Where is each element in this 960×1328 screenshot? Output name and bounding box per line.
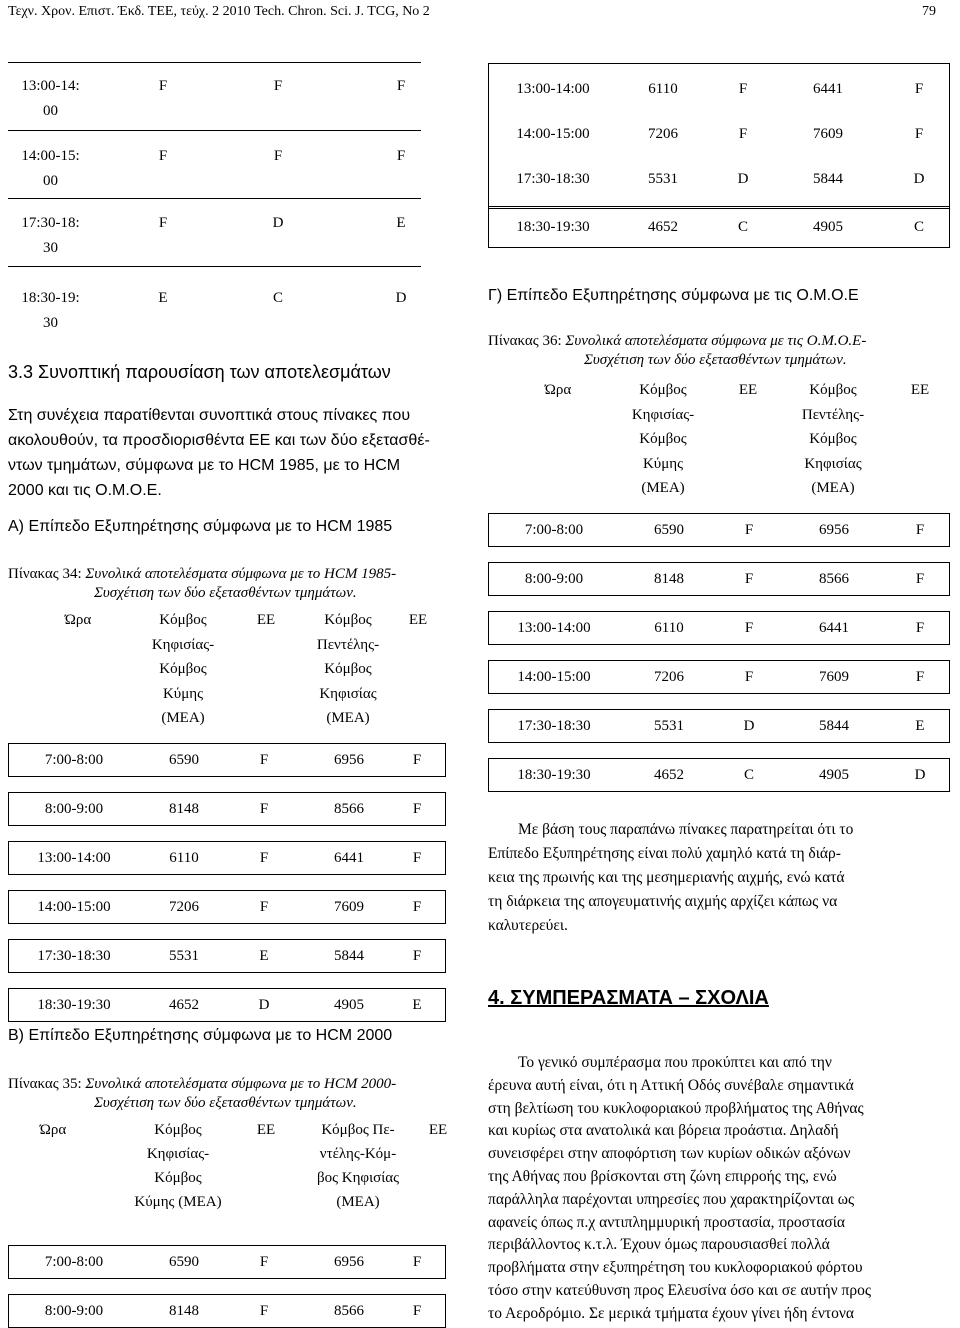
row-rule (8, 62, 421, 63)
table-cell: F (259, 801, 269, 817)
section-3-3-title: 3.3 Συνοπτική παρουσίαση των αποτελεσμάτων (8, 362, 391, 382)
table-cell: 8148 (169, 801, 199, 817)
table-cell: 8566 (819, 571, 849, 587)
table-cell: 5844 (334, 948, 364, 964)
time-line: 13:00-14: (21, 78, 80, 94)
table-cell: 13:00-14:00 (37, 850, 111, 866)
table-35-caption: Πίνακας 35: Συνολικά αποτελέσματα σύμφωνα με το HCM 2000- Συσχέτιση των δύο εξετασθέντων τμημάτων. (8, 1076, 397, 1111)
table-cell: F (915, 522, 925, 538)
table-cell: 18:30-19:30 (37, 997, 111, 1013)
table-cell: 4652 (654, 767, 684, 783)
table-row (8, 1294, 446, 1328)
table-cell: F (259, 850, 269, 866)
table-36-caption: Πίνακας 36: Συνολικά αποτελέσματα σύμφωνα με τις Ο.Μ.Ο.Ε- Συσχέτιση των δύο εξετασθέντων τμημάτων. (488, 333, 867, 368)
header-line: Πεντέλης- (316, 636, 380, 653)
table-cell: 14:00-15:00 (517, 669, 591, 685)
table-cell: 7:00-8:00 (524, 522, 584, 538)
table-cell: 8148 (169, 1303, 199, 1319)
table-cell: 7609 (334, 899, 364, 915)
table-cell: F (915, 620, 925, 636)
time-cell (8, 286, 93, 336)
section-b-title: Β) Επίπεδο Εξυπηρέτησης σύμφωνα με το HCM 2000 (8, 1027, 393, 1044)
header-line: (ΜΕΑ) (326, 710, 370, 726)
table-row (488, 709, 950, 743)
header-line: Κόμβος (154, 1170, 202, 1186)
table-cell: F (259, 1303, 269, 1319)
table-cell: 4905 (334, 997, 364, 1013)
header-line: βος Κηφισίας (316, 1170, 400, 1186)
table-cell: 6590 (169, 1254, 199, 1270)
table-cell: 6110 (648, 81, 678, 97)
table-34-caption: Πίνακας 34: Συνολικά αποτελέσματα σύμφωνα με το HCM 1985- Συσχέτιση των δύο εξετασθέντων τμημάτων. (8, 566, 397, 601)
table-cell: D (737, 171, 749, 187)
header-line: Κόμβος (639, 382, 687, 398)
col-header-time: Ώρα (64, 612, 92, 628)
col-header-a (138, 608, 228, 731)
los-cell: F (396, 148, 406, 164)
header-line: Κηφισίας- (151, 636, 215, 653)
col-header-time: Ώρα (39, 1122, 67, 1138)
header-line: Κηφισίας (319, 685, 377, 702)
header-line: Κύμης (642, 455, 684, 472)
table-cell: 7609 (819, 669, 849, 685)
table-cell: F (412, 1303, 422, 1319)
header-line: Κύμης (162, 685, 204, 702)
table-cell: 5844 (819, 718, 849, 734)
running-header: Τεχν. Χρον. Επιστ. Έκδ. ΤΕΕ, τεύχ. 2 2010 Tech. Chron. Sci. J. TCG, No 2 (8, 4, 430, 19)
time-line: 00 (43, 103, 58, 119)
col-header-ee: ΕΕ (910, 382, 930, 398)
table-cell: C (913, 219, 924, 235)
table-cell: 6441 (334, 850, 364, 866)
section-3-3-paragraph: Στη συνέχεια παρατίθενται συνοπτικά στους πίνακες που ακολουθούν, τα προσδιορισθέντα ΕΕ και των δύο εξετασθέ- ντων τμημάτων, σύμφωνα με το HCM 1985, με το HCM 2000 και τις Ο.Μ.Ο.Ε. (8, 407, 430, 499)
table-row (8, 792, 446, 826)
table-cell: 6956 (819, 522, 849, 538)
col-header-a (618, 378, 708, 501)
time-line: 14:00-15: (21, 148, 80, 164)
table-cell: 7206 (169, 899, 199, 915)
col-header-a (113, 1118, 243, 1214)
table-cell: E (412, 997, 422, 1013)
section-4-title: 4. ΣΥΜΠΕΡΑΣΜΑΤΑ – ΣΧΟΛΙΑ (488, 987, 769, 1009)
table-cell: E (259, 948, 269, 964)
table-cell: 4905 (813, 219, 843, 235)
table-cell: 6956 (334, 1254, 364, 1270)
table-cell: 6590 (654, 522, 684, 538)
table-cell: F (412, 948, 422, 964)
table-cell: 17:30-18:30 (516, 171, 590, 187)
table-cell: F (259, 899, 269, 915)
table-row (8, 1245, 446, 1279)
table-row (8, 988, 446, 1022)
table-row (488, 660, 950, 694)
table-cell: 13:00-14:00 (517, 620, 591, 636)
header-line: Κόμβος (324, 612, 372, 628)
table-cell: 7206 (654, 669, 684, 685)
table-cell: 6956 (334, 752, 364, 768)
table-row (8, 138, 421, 196)
table-cell: F (412, 801, 422, 817)
table-row (488, 758, 950, 792)
table-cell: 5531 (648, 171, 678, 187)
header-line: Κόμβος (159, 661, 207, 677)
los-cell: D (272, 215, 284, 231)
los-cell: F (273, 148, 283, 164)
header-line: ντέλης-Κόμ- (319, 1146, 397, 1162)
col-header-time: Ώρα (544, 382, 572, 398)
time-cell (8, 144, 93, 194)
table-row (8, 68, 421, 126)
table-cell: 13:00-14:00 (516, 81, 590, 97)
table-cell: 8566 (334, 801, 364, 817)
table-cell: F (412, 1254, 422, 1270)
los-cell: E (158, 290, 168, 306)
section-4-paragraph: Το γενικό συμπέρασμα που προκύπτει και από την έρευνα αυτή είναι, ότι η Αττική Οδός συνέβαλε σημαντικά στη βελτίωση του κυκλοφοριακού προβλήματος της Αθήνας και κυρίως στα ανατολικά και βόρεια προάστια. Δηλαδή συνεισφέρει στην αποφόρτιση των κυρίων οδικών αξόνων της Αθήνας που βρίσκονται στη ζώνη επιρροής της, ενώ παράλληλα παρέχονται υπηρεσίες που χαρακτηρίζονται ως αφανείς όπως π.χ αντιπλημμυρική προστασία, προστασία περιβάλλοντος κ.τ.λ. Έχουν όμως παρουσιασθεί πολλά προβλήματα στην εξυπηρέτηση του κυκλοφοριακού φόρτου τόσο στην κατεύθυνση προς Ελευσίνα όσο και σε αυτήν προς το Αεροδρόμιο. Σε μερικά τμήματα έχουν γίνει ήδη έντονα (488, 1054, 871, 1322)
table-cell: F (259, 752, 269, 768)
col-header-ee: ΕΕ (738, 382, 758, 398)
table-cell: 6441 (819, 620, 849, 636)
table-cell: E (915, 718, 925, 734)
los-cell: D (395, 290, 407, 306)
los-cell: E (396, 215, 406, 231)
los-cell: F (158, 215, 168, 231)
table-cell: F (914, 81, 924, 97)
table-cell: 8:00-9:00 (44, 1303, 104, 1319)
section-a-title: Α) Επίπεδο Εξυπηρέτησης σύμφωνα με το HCM 1985 (8, 518, 393, 535)
header-line: Κόμβος (154, 1122, 202, 1138)
header-line: Κόμβος (324, 661, 372, 677)
header-line: Κόμβος (639, 431, 687, 447)
los-cell: F (396, 78, 406, 94)
table-row (8, 743, 446, 777)
table-cell: 8566 (334, 1303, 364, 1319)
table-cell: 6110 (654, 620, 684, 636)
col-header-ee: ΕΕ (256, 612, 276, 628)
header-line: Κόμβος (809, 431, 857, 447)
time-line: 00 (43, 173, 58, 189)
table-cell: F (914, 126, 924, 142)
header-line: (ΜΕΑ) (161, 710, 205, 726)
time-line: 18:30-19: (21, 290, 80, 306)
header-line: Κηφισίας- (631, 406, 695, 423)
table-cell: C (737, 219, 748, 235)
row-rule (8, 130, 421, 131)
col-header-b (778, 378, 888, 501)
table-cell: 5531 (169, 948, 199, 964)
header-line: (ΜΕΑ) (641, 480, 685, 496)
col-header-b (293, 1118, 423, 1214)
section-g-title: Γ) Επίπεδο Εξυπηρέτησης σύμφωνα με τις Ο.Μ.Ο.Ε (488, 287, 859, 304)
table-cell: 7206 (648, 126, 678, 142)
table-cell: D (914, 767, 926, 783)
table-cell: F (738, 126, 748, 142)
row-rule (8, 266, 421, 267)
table-cell: 8:00-9:00 (524, 571, 584, 587)
observation-paragraph: Με βάση τους παραπάνω πίνακες παρατηρείται ότι το Επίπεδο Εξυπηρέτησης είναι πολύ χαμηλό κατά τη διάρ- κεια της πρωινής και της μεσημεριανής αιχμής, ενώ κατά τη διάρκεια της απογευματινής αιχμής αρχίζει κάπως να καλυτερεύει. (488, 821, 854, 934)
table-row (8, 205, 421, 263)
header-line: Κόμβος (809, 382, 857, 398)
col-header-ee: ΕΕ (428, 1122, 448, 1138)
table-cell: F (412, 850, 422, 866)
time-line: 30 (43, 240, 58, 256)
table-cell: F (744, 669, 754, 685)
table-cell: C (743, 767, 754, 783)
col-header-ee: ΕΕ (256, 1122, 276, 1138)
table-cell: 8:00-9:00 (44, 801, 104, 817)
table-row (488, 513, 950, 547)
time-cell (8, 211, 93, 261)
table-cell: 5531 (654, 718, 684, 734)
col-header-b (293, 608, 403, 731)
table-cell: F (412, 899, 422, 915)
los-cell: F (273, 78, 283, 94)
los-cell: F (158, 148, 168, 164)
table-border (488, 206, 950, 248)
table-cell: F (915, 669, 925, 685)
table-cell: D (258, 997, 270, 1013)
header-line: Κηφισίας- (146, 1146, 210, 1162)
table-cell: 14:00-15:00 (37, 899, 111, 915)
table-cell: F (744, 522, 754, 538)
header-line: Κηφισίας (804, 455, 862, 472)
table-cell: 4905 (819, 767, 849, 783)
header-line: (ΜΕΑ) (811, 480, 855, 496)
los-cell: C (272, 290, 283, 306)
table-row (8, 841, 446, 875)
table-border (488, 63, 950, 209)
table-cell: 4652 (169, 997, 199, 1013)
table-cell: F (744, 620, 754, 636)
table-cell: D (913, 171, 925, 187)
table-cell: 5844 (813, 171, 843, 187)
table-cell: 8148 (654, 571, 684, 587)
table-row (488, 611, 950, 645)
col-header-ee: ΕΕ (408, 612, 428, 628)
time-cell (8, 74, 93, 124)
table-cell: F (259, 1254, 269, 1270)
table-cell: 7:00-8:00 (44, 752, 104, 768)
table-cell: 14:00-15:00 (516, 126, 590, 142)
header-line: (ΜΕΑ) (336, 1194, 380, 1210)
table-cell: 6441 (813, 81, 843, 97)
header-line: Κόμβος Πε- (321, 1122, 395, 1138)
table-cell: F (412, 752, 422, 768)
table-row (488, 562, 950, 596)
header-line: Κύμης (ΜΕΑ) (134, 1194, 222, 1210)
los-cell: F (158, 78, 168, 94)
table-cell: 6590 (169, 752, 199, 768)
table-row (8, 280, 421, 338)
table-cell: F (744, 571, 754, 587)
time-line: 30 (43, 315, 58, 331)
table-cell: D (743, 718, 755, 734)
table-cell: F (915, 571, 925, 587)
table-cell: 7609 (813, 126, 843, 142)
time-line: 17:30-18: (21, 215, 80, 231)
table-cell: 7:00-8:00 (44, 1254, 104, 1270)
table-cell: 18:30-19:30 (516, 219, 590, 235)
table-cell: 18:30-19:30 (517, 767, 591, 783)
row-rule (8, 198, 421, 199)
table-row (8, 939, 446, 973)
table-cell: 17:30-18:30 (37, 948, 111, 964)
table-row (8, 890, 446, 924)
header-line: Πεντέλης- (801, 406, 865, 423)
header-line: Κόμβος (159, 612, 207, 628)
table-cell: 6110 (169, 850, 199, 866)
page-number: 79 (922, 4, 936, 19)
table-cell: F (738, 81, 748, 97)
table-cell: 17:30-18:30 (517, 718, 591, 734)
table-cell: 4652 (648, 219, 678, 235)
